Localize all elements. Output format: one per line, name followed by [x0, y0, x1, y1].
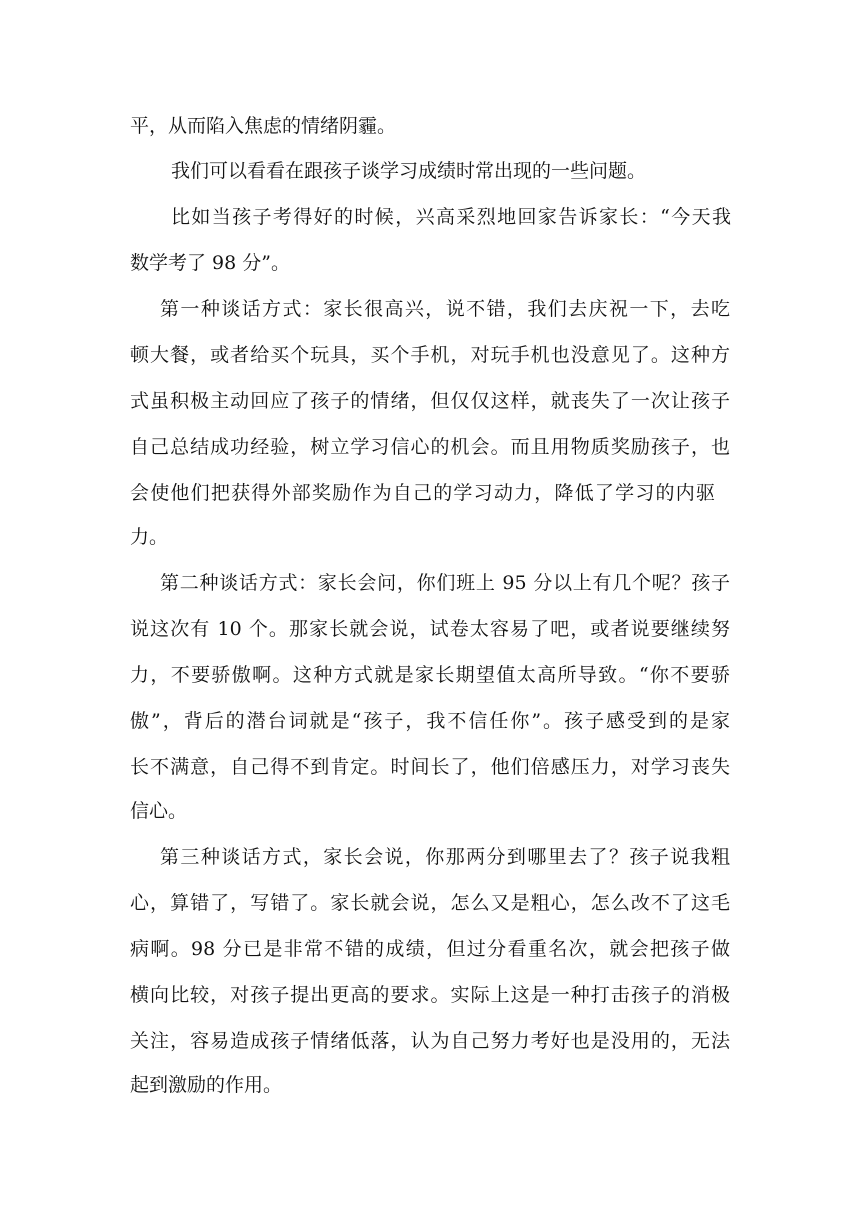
text-line: 说这次有 10 个。那家长就会说，试卷太容易了吧，或者说要继续努	[130, 618, 730, 640]
text-line: 力，不要骄傲啊。这种方式就是家长期望值太高所导致。“你不要骄	[130, 664, 730, 686]
text-line: 第二种谈话方式：家长会问，你们班上 95 分以上有几个呢？孩子	[160, 572, 730, 594]
text-line: 第一种谈话方式：家长很高兴，说不错，我们去庆祝一下，去吃	[160, 298, 730, 320]
text-line: 比如当孩子考得好的时候，兴高采烈地回家告诉家长：“今天我	[171, 206, 731, 228]
text-line: 横向比较，对孩子提出更高的要求。实际上这是一种打击孩子的消极	[130, 984, 730, 1006]
text-line: 会使他们把获得外部奖励作为自己的学习动力，降低了学习的内驱	[130, 482, 715, 504]
text-line: 信心。	[130, 800, 188, 822]
text-line: 起到激励的作用。	[130, 1074, 283, 1096]
text-line: 我们可以看看在跟孩子谈学习成绩时常出现的一些问题。	[171, 160, 647, 182]
text-line: 平，从而陷入焦虑的情绪阴霾。	[130, 115, 397, 137]
text-line: 病啊。98 分已是非常不错的成绩，但过分看重名次，就会把孩子做	[130, 938, 730, 960]
text-line: 傲”，背后的潜台词就是“孩子，我不信任你”。孩子感受到的是家	[130, 710, 730, 732]
text-line: 式虽积极主动回应了孩子的情绪，但仅仅这样，就丧失了一次让孩子	[130, 390, 730, 412]
text-line: 关注，容易造成孩子情绪低落，认为自己努力考好也是没用的，无法	[130, 1030, 730, 1052]
text-line: 自己总结成功经验，树立学习信心的机会。而且用物质奖励孩子，也	[130, 436, 730, 458]
text-line: 心，算错了，写错了。家长就会说，怎么又是粗心，怎么改不了这毛	[130, 892, 730, 914]
text-line: 数学考了 98 分”。	[130, 252, 290, 274]
text-line: 力。	[130, 526, 169, 548]
text-line: 第三种谈话方式，家长会说，你那两分到哪里去了？孩子说我粗	[160, 846, 730, 868]
text-line: 顿大餐，或者给买个玩具，买个手机，对玩手机也没意见了。这种方	[130, 344, 730, 366]
text-line: 长不满意，自己得不到肯定。时间长了，他们倍感压力，对学习丧失	[130, 756, 730, 778]
